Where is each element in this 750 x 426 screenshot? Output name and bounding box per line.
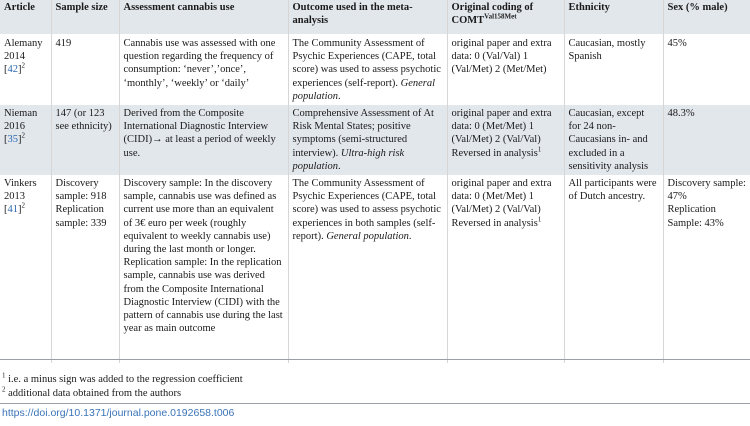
cell-outcome [288,175,447,363]
outcome-end: . [408,230,412,242]
cell-ethnicity: Caucasian, except for 24 non-Caucasians in- and excluded in a sensitivity analysis [564,105,663,175]
header-ethnicity: Ethnicity [564,0,663,34]
outcome-population: General population [292,77,436,102]
cell-outcome [288,34,447,105]
footnote-marker: 2 [21,131,25,140]
footnote-1 [2,373,243,386]
assessment-discovery: Discovery sample: In the discovery sample, cannabis use was defined as current use more than an equivalent of 3€ euro per week (roughly equivalent to weekly cannabis use) during the last month or longer. [123,178,277,256]
footnote-rule [0,403,750,404]
header-coding-sup: Val158Met [484,12,517,21]
cell-article [0,105,51,175]
article-name: Vinkers 2013 [ [4,178,37,216]
header-assessment: Assessment cannabis use [119,0,288,34]
cell-sex [663,175,750,363]
footnote-2-text: additional data obtained from the authors [5,388,182,399]
outcome-text: Comprehensive Assessment of At Risk Mental States; positive symptoms (semi-structured interview). [292,108,434,159]
outcome-population: General population [326,230,409,242]
footnote-1-marker: 1 [2,371,6,380]
cell-assessment: Cannabis use was assessed with one question regarding the frequency of consumption: ‘never’,’once’, ‘monthly’, ‘weekly’ or ‘daily’ [119,34,288,105]
sex-discovery: Discovery sample: 47% [667,178,746,203]
header-coding-text: Original coding of COMT [451,2,534,27]
footnote-marker: 1 [537,145,542,154]
cell-article [0,34,51,105]
article-bracket: ] [18,134,22,146]
article-bracket: ] [18,64,22,76]
article-name: Alemany 2014 [ [4,38,43,76]
header-article: Article [0,0,51,34]
header-sample-size: Sample size [51,0,119,34]
cell-coding [447,105,564,175]
header-outcome: Outcome used in the meta-analysis [288,0,447,34]
outcome-population: Ultra-high risk population [292,147,405,172]
cell-coding [447,34,564,105]
sex-replication: Replication Sample: 43% [667,204,724,229]
cell-outcome [288,105,447,175]
sample-size-discovery: Discovery sample: 918 [55,178,107,203]
outcome-end: . [338,90,341,102]
footnote-marker: 1 [537,215,542,224]
cell-assessment [119,175,288,363]
outcome-end: . [338,160,341,172]
footnote-marker: 2 [21,61,25,70]
cell-article [0,175,51,363]
cell-sample-size: 419 [51,34,119,105]
reference-link[interactable]: 35 [7,134,18,146]
cell-sex: 45% [667,38,687,49]
coding-text: original paper and extra data: 0 (Met/Met) 1 (Val/Met) 2 (Val/Val) Reversed in analysis [451,178,552,229]
doi-link[interactable]: https://doi.org/10.1371/journal.pone.0192658.t006 [2,407,235,419]
table-row [0,34,750,105]
cell-sex: 48.3% [667,108,695,120]
sample-size-replication: Replication sample: 339 [55,204,107,229]
header-sex: Sex (% male) [667,2,728,13]
cell-sample-size: 147 (or 123 see ethnicity) [51,105,119,175]
footnote-2-marker: 2 [2,385,6,394]
cell-ethnicity: All participants were of Dutch ancestry. [564,175,663,363]
footnote-1-text: i.e. a minus sign was added to the regression coefficient [5,374,243,385]
article-bracket: ] [18,204,22,216]
cell-coding [447,175,564,363]
footnote-2 [2,387,181,400]
cell-assessment: Derived from the Composite International Diagnostic Interview (CIDI)→ at least a period of weekly use. [119,105,288,175]
coding-text: original paper and extra data: 0 (Met/Met) 1 (Val/Met) 2 (Val/Val) Reversed in analysis [451,108,552,159]
cell-ethnicity: Caucasian, mostly Spanish [564,34,663,105]
coding-text: original paper and extra data: 0 (Val/Val) 1 (Val/Met) 2 (Met/Met) [451,38,552,76]
cell-sample-size [51,175,119,363]
table-header-row [0,0,750,34]
article-name: Nieman 2016 [ [4,108,38,146]
reference-link[interactable]: 41 [7,204,18,216]
outcome-text: The Community Assessment of Psychic Experiences (CAPE, total score) was used to assess psychotic experiences in both samples (self-report). [292,178,441,242]
assessment-replication: Replication sample: In the replication sample, cannabis use was derived from the Composite International Diagnostic Interview (CIDI) with the pattern of cannabis use during the last year as main outcome [123,257,283,335]
header-coding [447,0,564,34]
table-row [0,105,750,175]
table-bottom-rule [0,359,750,360]
footnote-marker: 2 [21,201,25,210]
table-row [0,175,750,363]
outcome-text: The Community Assessment of Psychic Experiences (CAPE, total score) was used to assess psychotic experiences (self-report). [292,38,441,89]
reference-link[interactable]: 42 [7,64,18,76]
